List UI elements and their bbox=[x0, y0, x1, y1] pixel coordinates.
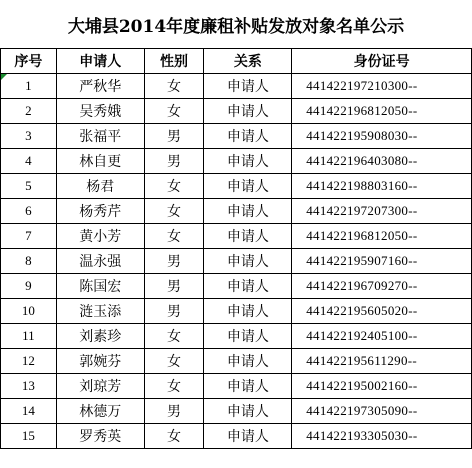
cell-id-number: 441422197207300-- bbox=[292, 199, 472, 224]
cell-applicant: 林自更 bbox=[56, 149, 144, 174]
cell-seq: 2 bbox=[1, 99, 57, 124]
cell-applicant: 刘素珍 bbox=[56, 324, 144, 349]
cell-applicant: 涟玉添 bbox=[56, 299, 144, 324]
cell-id-number: 441422196812050-- bbox=[292, 99, 472, 124]
cell-relation: 申请人 bbox=[204, 424, 292, 449]
cell-gender: 女 bbox=[144, 424, 204, 449]
header-seq: 序号 bbox=[1, 49, 57, 74]
table-row bbox=[1, 124, 472, 149]
cell-relation: 申请人 bbox=[204, 349, 292, 374]
cell-gender: 男 bbox=[144, 124, 204, 149]
cell-relation: 申请人 bbox=[204, 174, 292, 199]
cell-gender: 女 bbox=[144, 374, 204, 399]
table-row bbox=[1, 174, 472, 199]
header-relation: 关系 bbox=[204, 49, 292, 74]
recipient-table bbox=[0, 48, 472, 449]
cell-id-number: 441422196403080-- bbox=[292, 149, 472, 174]
cell-gender: 女 bbox=[144, 224, 204, 249]
cell-id-number: 441422198803160-- bbox=[292, 174, 472, 199]
cell-seq: 12 bbox=[1, 349, 57, 374]
cell-seq: 6 bbox=[1, 199, 57, 224]
cell-seq: 4 bbox=[1, 149, 57, 174]
table-row bbox=[1, 274, 472, 299]
cell-id-number: 441422196812050-- bbox=[292, 224, 472, 249]
cell-relation: 申请人 bbox=[204, 124, 292, 149]
header-gender: 性别 bbox=[144, 49, 204, 74]
table-header-row bbox=[1, 49, 472, 74]
table-row bbox=[1, 149, 472, 174]
table-row bbox=[1, 199, 472, 224]
header-applicant: 申请人 bbox=[56, 49, 144, 74]
cell-seq: 15 bbox=[1, 424, 57, 449]
cell-id-number: 441422195908030-- bbox=[292, 124, 472, 149]
table-row bbox=[1, 249, 472, 274]
cell-relation: 申请人 bbox=[204, 274, 292, 299]
cell-gender: 男 bbox=[144, 149, 204, 174]
cell-seq: 13 bbox=[1, 374, 57, 399]
cell-applicant: 杨秀芹 bbox=[56, 199, 144, 224]
cell-relation: 申请人 bbox=[204, 149, 292, 174]
table-row bbox=[1, 74, 472, 99]
cell-relation: 申请人 bbox=[204, 374, 292, 399]
cell-gender: 女 bbox=[144, 324, 204, 349]
cell-gender: 男 bbox=[144, 274, 204, 299]
cell-gender: 男 bbox=[144, 399, 204, 424]
cell-gender: 女 bbox=[144, 99, 204, 124]
cell-id-number: 441422197210300-- bbox=[292, 74, 472, 99]
header-id-number: 身份证号 bbox=[292, 49, 472, 74]
cell-applicant: 刘琼芳 bbox=[56, 374, 144, 399]
cell-seq: 14 bbox=[1, 399, 57, 424]
table-row bbox=[1, 224, 472, 249]
table-row bbox=[1, 424, 472, 449]
cell-relation: 申请人 bbox=[204, 199, 292, 224]
cell-applicant: 黄小芳 bbox=[56, 224, 144, 249]
cell-id-number: 441422192405100-- bbox=[292, 324, 472, 349]
cell-applicant: 温永强 bbox=[56, 249, 144, 274]
cell-gender: 女 bbox=[144, 349, 204, 374]
cell-seq: 7 bbox=[1, 224, 57, 249]
cell-applicant: 杨君 bbox=[56, 174, 144, 199]
cell-comment-marker bbox=[1, 74, 7, 80]
cell-relation: 申请人 bbox=[204, 99, 292, 124]
table-row bbox=[1, 399, 472, 424]
cell-applicant: 罗秀英 bbox=[56, 424, 144, 449]
cell-id-number: 441422195611290-- bbox=[292, 349, 472, 374]
cell-relation: 申请人 bbox=[204, 324, 292, 349]
cell-gender: 女 bbox=[144, 74, 204, 99]
cell-seq: 3 bbox=[1, 124, 57, 149]
table-row bbox=[1, 374, 472, 399]
cell-relation: 申请人 bbox=[204, 249, 292, 274]
cell-seq: 8 bbox=[1, 249, 57, 274]
cell-id-number: 441422196709270-- bbox=[292, 274, 472, 299]
cell-seq: 5 bbox=[1, 174, 57, 199]
table-row bbox=[1, 349, 472, 374]
cell-id-number: 441422195907160-- bbox=[292, 249, 472, 274]
cell-seq: 10 bbox=[1, 299, 57, 324]
cell-id-number: 441422195002160-- bbox=[292, 374, 472, 399]
cell-applicant: 陈国宏 bbox=[56, 274, 144, 299]
cell-id-number: 441422197305090-- bbox=[292, 399, 472, 424]
cell-applicant: 林德万 bbox=[56, 399, 144, 424]
cell-applicant: 郭婉芬 bbox=[56, 349, 144, 374]
cell-gender: 女 bbox=[144, 174, 204, 199]
cell-relation: 申请人 bbox=[204, 299, 292, 324]
table-row bbox=[1, 99, 472, 124]
document-title: 大埔县2014年度廉租补贴发放对象名单公示 bbox=[67, 16, 405, 37]
cell-applicant: 吴秀娥 bbox=[56, 99, 144, 124]
cell-relation: 申请人 bbox=[204, 224, 292, 249]
cell-applicant: 严秋华 bbox=[56, 74, 144, 99]
cell-gender: 女 bbox=[144, 199, 204, 224]
cell-seq: 11 bbox=[1, 324, 57, 349]
cell-seq: 9 bbox=[1, 274, 57, 299]
cell-gender: 男 bbox=[144, 249, 204, 274]
cell-relation: 申请人 bbox=[204, 74, 292, 99]
cell-id-number: 441422193305030-- bbox=[292, 424, 472, 449]
cell-relation: 申请人 bbox=[204, 399, 292, 424]
table-row bbox=[1, 324, 472, 349]
cell-gender: 男 bbox=[144, 299, 204, 324]
table-row bbox=[1, 299, 472, 324]
cell-seq: 1 bbox=[1, 74, 57, 99]
cell-id-number: 441422195605020-- bbox=[292, 299, 472, 324]
cell-applicant: 张福平 bbox=[56, 124, 144, 149]
